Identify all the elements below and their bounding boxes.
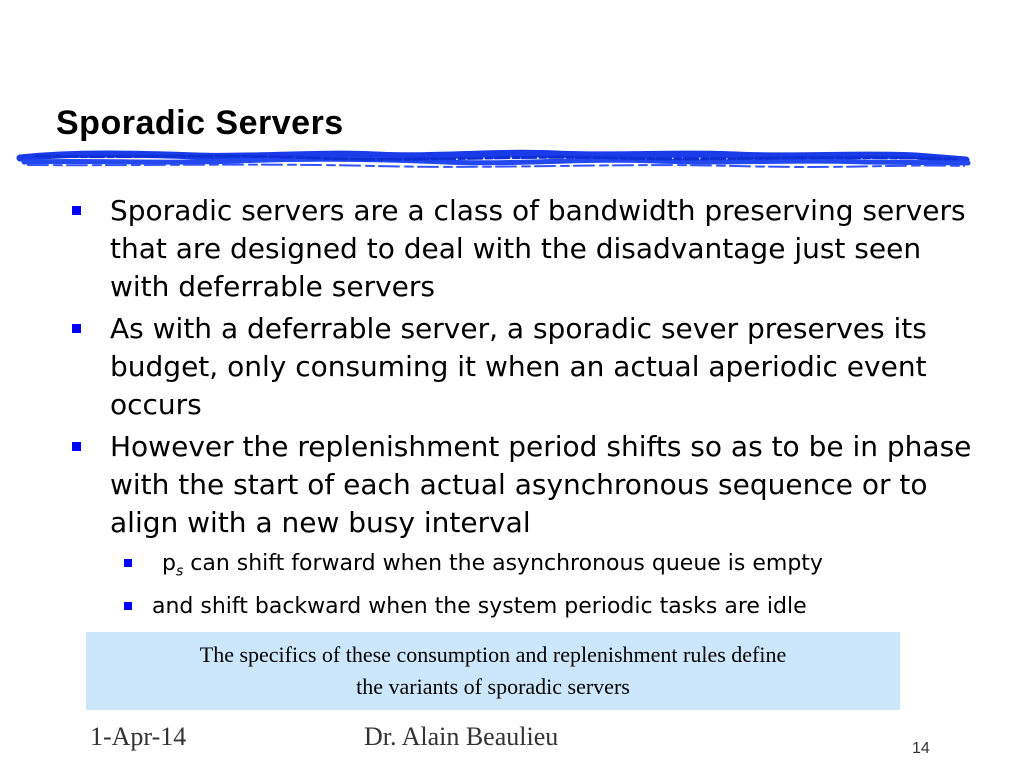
sub-bullet-item xyxy=(66,546,986,589)
square-bullet-icon xyxy=(124,559,132,567)
sub-bullet-text xyxy=(162,546,823,589)
bullet-list xyxy=(66,192,986,625)
square-bullet-icon xyxy=(124,602,132,610)
bullet-item xyxy=(66,310,986,424)
title-underline-scribble xyxy=(16,146,972,174)
bullet-text: Sporadic servers are a class of bandwidth preserving servers that are designed to deal with the disadvantage just seen with deferrable servers xyxy=(110,194,966,303)
callout-line: the variants of sporadic servers xyxy=(356,674,630,699)
square-bullet-icon xyxy=(72,324,81,333)
sub-bullet-item xyxy=(66,589,986,625)
sub-bullet-text: and shift backward when the system periodic tasks are idle xyxy=(152,594,807,620)
bullet-item xyxy=(66,428,986,542)
server-period-subscript: s xyxy=(175,563,184,580)
square-bullet-icon xyxy=(72,442,81,451)
slide-title: Sporadic Servers xyxy=(56,104,344,142)
callout-line: The specifics of these consumption and replenishment rules define xyxy=(199,642,787,667)
sub-bullet-remainder: can shift forward when the asynchronous queue is empty xyxy=(183,551,823,576)
footer-date: 1-Apr-14 xyxy=(90,722,187,751)
server-period-symbol: p xyxy=(162,551,176,576)
bullet-text: As with a deferrable server, a sporadic sever preserves its budget, only consuming it when an actual aperiodic event occurs xyxy=(110,312,927,421)
callout-box xyxy=(86,632,900,710)
square-bullet-icon xyxy=(72,206,81,215)
footer-author: Dr. Alain Beaulieu xyxy=(364,722,559,751)
bullet-item xyxy=(66,192,986,306)
page-number: 14 xyxy=(912,740,930,757)
bullet-text: However the replenishment period shifts so as to be in phase with the start of each actual asynchronous sequence or to align with a new busy interval xyxy=(110,430,972,539)
